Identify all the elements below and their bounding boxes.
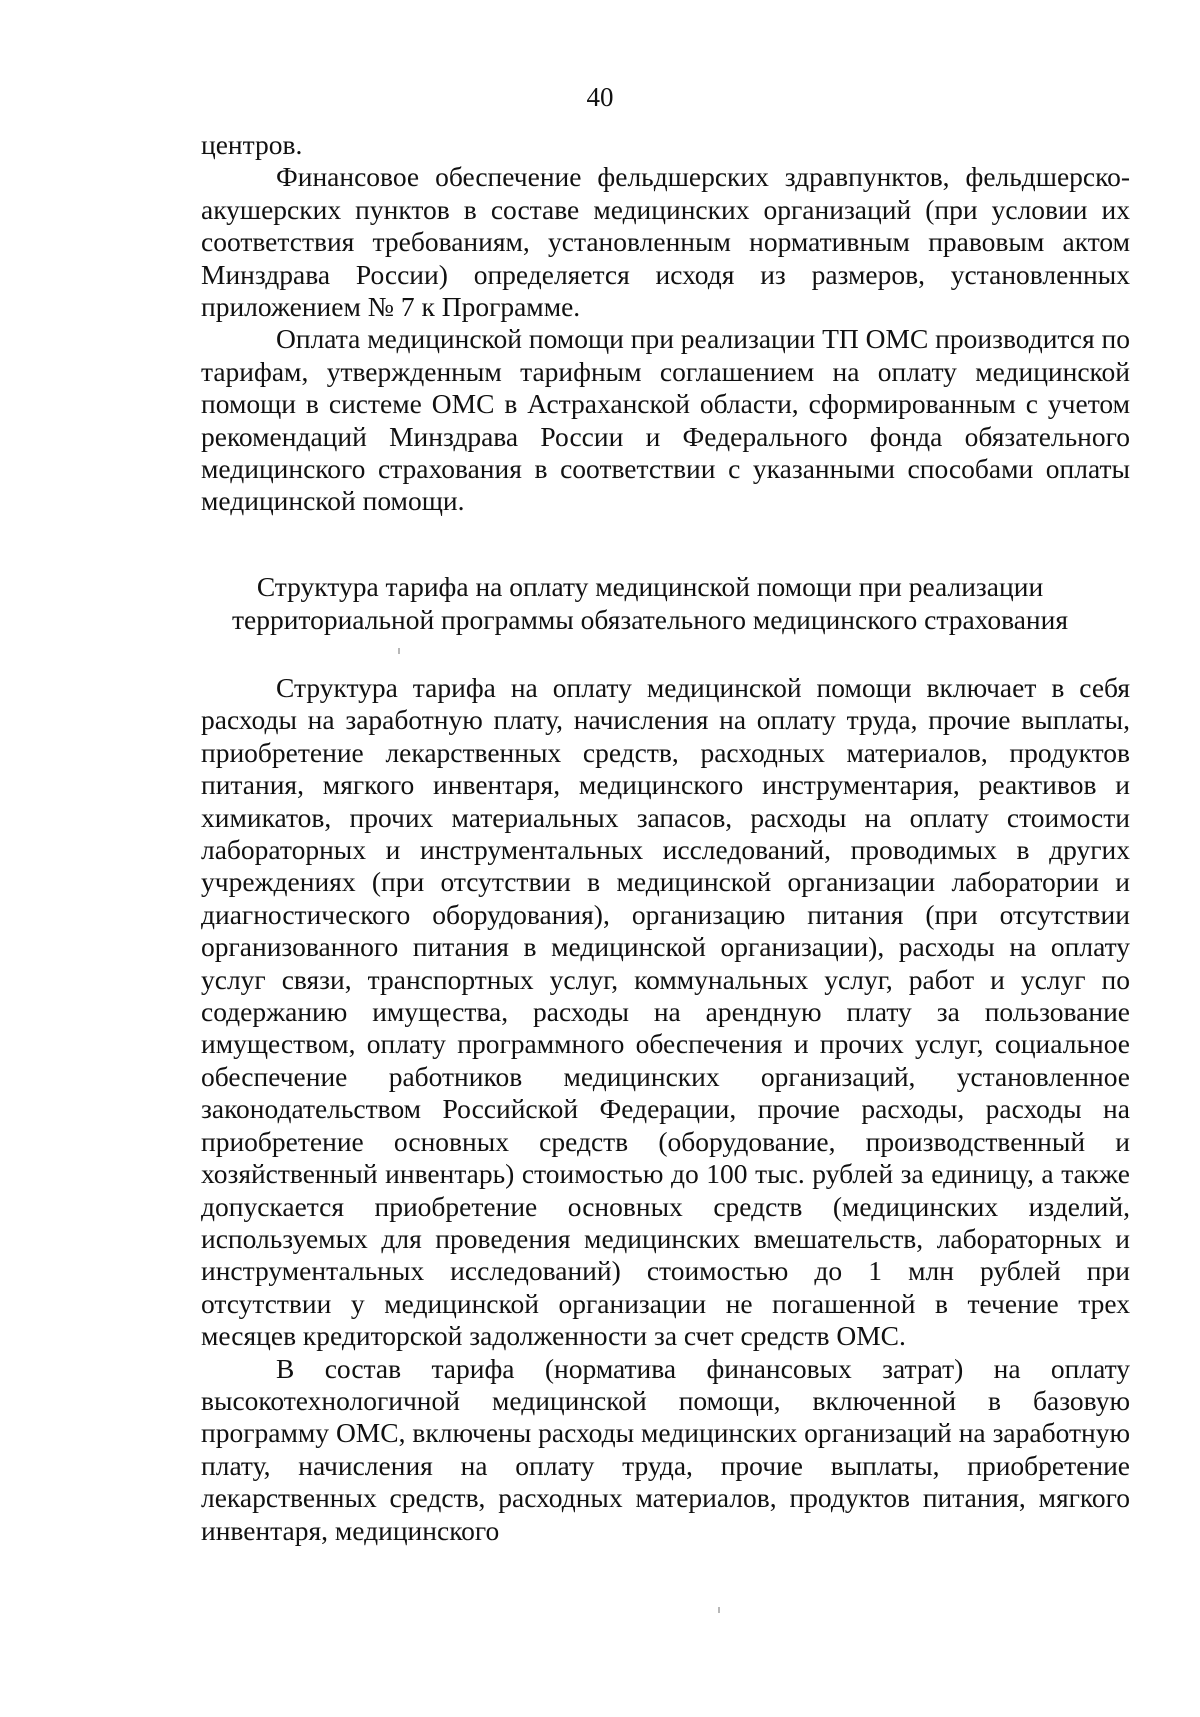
scan-speck — [718, 1607, 720, 1613]
paragraph-continuation: центров. — [201, 129, 303, 160]
bottom-text-section — [201, 672, 1130, 1547]
paragraph-high-tech-care: В состав тарифа (норматива финансовых затрат) на оплату высокотехнологичной медицинской помощи, включенной в базовую программу ОМС, включены расходы медицинских организаций на заработную плату, начисления на оплату труда, прочие выплаты, приобретение лекарственных средств, расходных материалов, продуктов питания, мягкого инвентаря, медицинского — [201, 1352, 1130, 1546]
top-text-section — [201, 129, 1130, 518]
section-heading-line-1: Структура тарифа на оплату медицинской помощи при реализации — [256, 571, 1044, 602]
scan-speck — [398, 648, 400, 654]
page-number: 40 — [586, 82, 614, 112]
paragraph-feldsher-financing: Финансовое обеспечение фельдшерских здравпунктов, фельдшерско-акушерских пунктов в составе медицинских организаций (при условии их соответствия требованиям, установленным нормативным правовым актом Минздрава России) определяется исходя из размеров, установленных приложением № 7 к Программе. — [201, 161, 1130, 323]
paragraph-tariff-structure: Структура тарифа на оплату медицинской помощи включает в себя расходы на заработную плату, начисления на оплату труда, прочие выплаты, приобретение лекарственных средств, расходных материалов, продуктов питания, мягкого инвентаря, медицинского инструментария, реактивов и химикатов, прочих материальных запасов, расходы на оплату стоимости лабораторных и инструментальных исследований, проводимых в других учреждениях (при отсутствии в медицинской организации лаборатории и диагностического оборудования), организацию питания (при отсутствии организованного питания в медицинской организации), расходы на оплату услуг связи, транспортных услуг, коммунальных услуг, работ и услуг по содержанию имущества, расходы на арендную плату за пользование имуществом, оплату программного обеспечения и прочих услуг, социальное обеспечение работников медицинских организаций, установленное законодательством Российской Федерации, прочие расходы, расходы на приобретение основных средств (оборудование, производственный и хозяйственный инвентарь) стоимостью до 100 тыс. рублей за единицу, а также допускается приобретение основных средств (медицинских изделий, используемых для проведения медицинских вмешательств, лабораторных и инструментальных исследований) стоимостью до 1 млн рублей при отсутствии у медицинской организации не погашенной в течение трех месяцев кредиторской задолженности за счет средств ОМС. — [201, 672, 1130, 1352]
paragraph-payment-tariffs: Оплата медицинской помощи при реализации ТП ОМС производится по тарифам, утвержденным тарифным соглашением на оплату медицинской помощи в системе ОМС в Астраханской области, сформированным с учетом рекомендаций Минздрава России и Федерального фонда обязательного медицинского страхования в соответствии с указанными способами оплаты медицинской помощи. — [201, 323, 1130, 517]
section-heading-line-2: территориальной программы обязательного медицинского страхования — [231, 604, 1069, 635]
section-heading — [150, 570, 1150, 636]
